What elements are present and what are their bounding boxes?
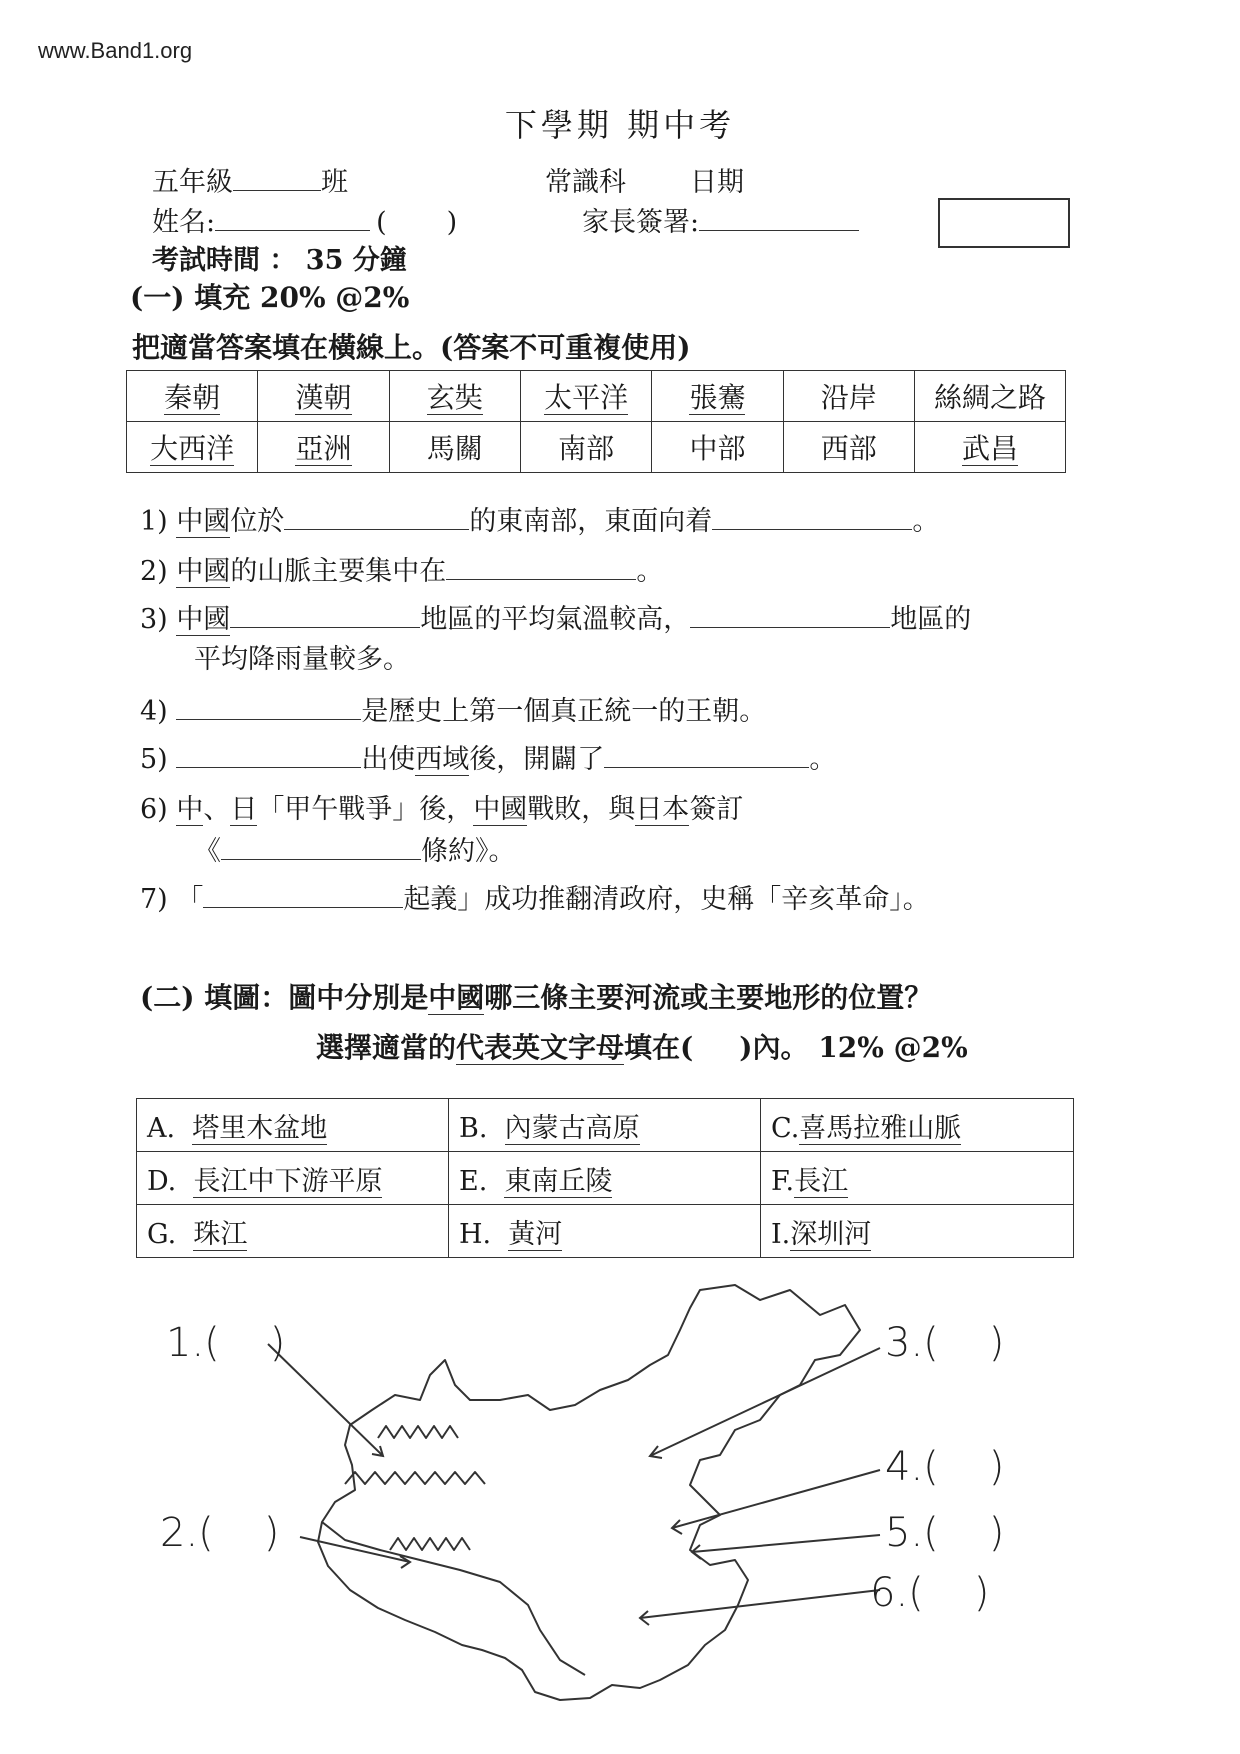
site-url: www.Band1.org	[38, 38, 193, 63]
answer-blank[interactable]	[604, 741, 809, 768]
option-cell: A. 塔里木盆地	[137, 1099, 449, 1152]
pointer-arrow-2	[300, 1537, 410, 1562]
options-row	[137, 1152, 1074, 1205]
answer-cell: 秦朝	[127, 371, 258, 422]
parent-sign-blank[interactable]	[699, 204, 859, 231]
option-cell: H. 黃河	[449, 1205, 761, 1258]
answer-cell: 絲綢之路	[914, 371, 1065, 422]
answer-blank[interactable]	[712, 503, 912, 530]
answer-cell: 中部	[652, 422, 783, 473]
answer-blank[interactable]	[230, 601, 420, 628]
answer-cell: 西部	[783, 422, 914, 473]
section2-subtitle: 選擇適當的代表英文字母填在( )內。 12% @2%	[316, 1031, 968, 1064]
mountain-zigzag	[378, 1426, 458, 1438]
answer-cell: 沿岸	[783, 371, 914, 422]
parent-sign-field	[582, 200, 859, 239]
answer-blank[interactable]	[221, 833, 421, 860]
map-label-4: 4.( )	[885, 1444, 1005, 1490]
options-row	[137, 1205, 1074, 1258]
score-box[interactable]	[938, 198, 1070, 248]
options-table	[136, 1098, 1074, 1258]
section2-title: (二) 填圖：圖中分別是中國哪三條主要河流或主要地形的位置？	[140, 981, 933, 1014]
answer-bank-row	[127, 422, 1066, 473]
answer-cell: 張騫	[652, 371, 783, 422]
class-label: 班	[321, 167, 348, 198]
class-number-open: (	[376, 207, 387, 238]
pointer-arrow-3	[650, 1348, 880, 1456]
map-label-1: 1.( )	[166, 1320, 286, 1366]
option-cell: E. 東南丘陵	[449, 1152, 761, 1205]
grade-blank[interactable]	[233, 164, 321, 191]
options-row	[137, 1099, 1074, 1152]
grade-field	[152, 160, 348, 199]
answer-blank[interactable]	[203, 881, 403, 908]
question-1: 1) 中國位於 的東南部，東面向着 。	[140, 502, 939, 542]
answer-cell: 玄奘	[389, 371, 520, 422]
answer-blank[interactable]	[690, 601, 890, 628]
name-label: 姓名:	[152, 207, 216, 238]
question-6-cont: 《 條約》。	[194, 832, 516, 872]
map-label-5: 5.( )	[885, 1510, 1005, 1556]
china-outline	[318, 1285, 860, 1700]
question-5: 5) 出使西域後，開闢了 。	[140, 740, 836, 780]
map-label-6: 6.( )	[870, 1570, 990, 1616]
page-title: 下學期 期中考	[504, 106, 736, 144]
section1-instruction: 把適當答案填在橫線上。(答案不可重複使用)	[132, 331, 691, 364]
map-label-2: 2.( )	[160, 1510, 280, 1556]
class-number-close: )	[446, 207, 458, 238]
answer-blank[interactable]	[446, 553, 636, 580]
answer-blank[interactable]	[284, 503, 469, 530]
mountain-zigzag	[345, 1472, 485, 1484]
option-cell: I.深圳河	[761, 1205, 1074, 1258]
parent-sign-label: 家長簽署:	[582, 207, 700, 238]
date-label: 日期	[690, 167, 744, 198]
answer-cell: 南部	[520, 422, 651, 473]
question-3: 3) 中國 地區的平均氣溫較高， 地區的	[140, 600, 971, 640]
pointer-arrow-5	[692, 1535, 880, 1552]
answer-cell: 亞洲	[258, 422, 389, 473]
answer-cell: 大西洋	[127, 422, 258, 473]
question-2: 2) 中國的山脈主要集中在 。	[140, 552, 663, 592]
answer-cell: 太平洋	[520, 371, 651, 422]
answer-blank[interactable]	[176, 693, 361, 720]
option-cell: G. 珠江	[137, 1205, 449, 1258]
section1-title: (一) 填充 20% @2%	[130, 281, 410, 314]
question-3-cont: 平均降雨量較多。	[194, 644, 410, 675]
answer-blank[interactable]	[176, 741, 361, 768]
option-cell: F.長江	[761, 1152, 1074, 1205]
question-7: 7) 「 起義」成功推翻清政府，史稱「辛亥革命」。	[140, 880, 930, 920]
answer-cell: 武昌	[914, 422, 1065, 473]
subject-label: 常識科	[545, 167, 626, 198]
answer-bank-row	[127, 371, 1066, 422]
answer-cell: 漢朝	[258, 371, 389, 422]
option-cell: D. 長江中下游平原	[137, 1152, 449, 1205]
grade-label: 五年級	[152, 167, 233, 198]
map-label-3: 3.( )	[885, 1320, 1005, 1366]
question-6: 6) 中、日「甲午戰爭」後，中國戰敗，與日本簽訂	[140, 794, 744, 825]
name-field	[152, 200, 457, 239]
exam-duration: 考試時間 ： 35 分鐘	[152, 245, 407, 276]
pointer-arrow-6	[640, 1590, 880, 1618]
option-cell: C.喜馬拉雅山脈	[761, 1099, 1074, 1152]
answer-cell: 馬關	[389, 422, 520, 473]
name-blank[interactable]	[215, 204, 370, 231]
question-4: 4) 是歷史上第一個真正統一的王朝。	[140, 692, 766, 732]
mountain-zigzag	[390, 1538, 470, 1550]
option-cell: B. 內蒙古高原	[449, 1099, 761, 1152]
answer-bank-table	[126, 370, 1066, 473]
